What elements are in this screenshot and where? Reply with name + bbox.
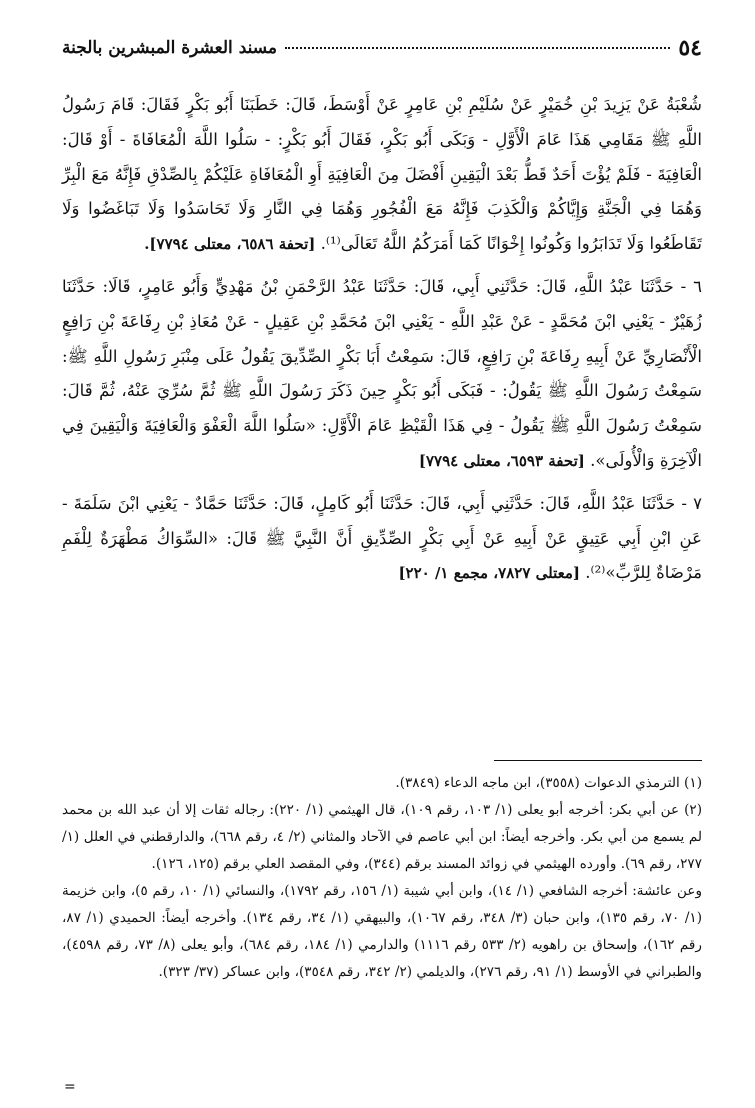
hadith-text: شُعْبَةُ عَنْ يَزِيدَ بْنِ خُمَيْرٍ عَنْ سُلَيْمِ بْنِ عَامِرٍ عَنْ أَوْسَطَ، قَالَ: خَطَبَنَا أَبُو بَكْرٍ فَقَالَ: قَامَ رَسُولُ اللَّهِ ﷺ مَقَامِي هَذَا عَامَ الْأَوَّلِ - وَبَكَى أَبُو بَكْرٍ، فَقَالَ أَبُو بَكْرٍ: - سَلُوا اللَّهَ الْمُعَافَاةَ - أَوْ قَالَ: الْعَافِيَةَ - فَلَمْ يُؤْتَ أَحَدٌ قَطُّ بَعْدَ الْيَقِينِ أَفْضَلَ مِنَ الْعَافِيَةِ أَوِ الْمُعَافَاةِ عَلَيْكُمْ بِالصِّدْقِ فَإِنَّهُ مَعَ الْبِرِّ وَهُمَا فِي الْجَنَّةِ وَإِيَّاكُمْ وَالْكَذِبَ فَإِنَّهُ مَعَ الْفُجُورِ وَهُمَا فِي النَّارِ وَلَا تَحَاسَدُوا وَلَا تَبَاغَضُوا وَلَا تَقَاطَعُوا وَلَا تَدَابَرُوا وَكُونُوا إِخْوَانًا كَمَا أَمَرَكُمُ اللَّهُ تَعَالَى⁽¹⁾. (62, 95, 702, 254)
footnote: وعن عائشة: أخرجه الشافعي (١/ ١٤)، وابن أبي شيبة (١/ ١٥٦، رقم ١٧٩٢)، والنسائي (١/ ١٠، رقم ٥)، وابن خزيمة (١/ ٧٠، رقم ١٣٥)، وابن حبان (٣/ ٣٤٨، رقم ١٠٦٧)، والبيهقي (١/ ٣٤، رقم ١٣٤). وأخرجه أيضاً: الحميدي (١/ ٨٧، رقم ١٦٢)، وإسحاق بن راهويه (٢/ ٥٣٣ رقم ١١١٦) والدارمي (١/ ١٨٤، رقم ٦٨٤)، وأبو يعلى (٨/ ٧٣، رقم ٤٥٩٨)، والطبراني في الأوسط (١/ ٩١، رقم ٢٧٦)، والديلمي (٢/ ٣٤٢، رقم ٣٥٤٨)، وابن عساكر (٣٧/ ٣٢٣). (62, 883, 703, 980)
hadith-reference: [تحفة ٦٥٨٦، معتلى ٧٧٩٤]. (144, 235, 316, 254)
main-text (62, 88, 702, 591)
page-header (62, 28, 702, 68)
hadith-reference: [تحفة ٦٥٩٣، معتلى ٧٧٩٤] (418, 451, 585, 470)
hadith-text: ٦ - حَدَّثَنَا عَبْدُ اللَّهِ، قَالَ: حَدَّثَنِي أَبِي، قَالَ: حَدَّثَنَا عَبْدُ الرَّحْمَنِ بْنُ مَهْدِيٍّ وَأَبُو عَامِرٍ، قَالَا: حَدَّثَنَا زُهَيْرٌ - يَعْنِي ابْنَ مُحَمَّدٍ - عَنْ عَبْدِ اللَّهِ - يَعْنِي ابْنَ مُحَمَّدِ بْنِ عَقِيلٍ - عَنْ مُعَاذِ بْنِ رِفَاعَةَ بْنِ رَافِعٍ الْأَنْصَارِيِّ عَنْ أَبِيهِ رِفَاعَةَ بْنِ رَافِعٍ، قَالَ: سَمِعْتُ أَبَا بَكْرٍ الصِّدِّيقَ يَقُولُ عَلَى مِنْبَرِ رَسُولِ اللَّهِ ﷺ: سَمِعْتُ رَسُولَ اللَّهِ ﷺ يَقُولُ: - فَبَكَى أَبُو بَكْرٍ حِينَ ذَكَرَ رَسُولَ اللَّهِ ﷺ ثُمَّ سُرِّيَ عَنْهُ، ثُمَّ قَالَ: سَمِعْتُ رَسُولَ اللَّهِ ﷺ يَقُولُ - فِي هَذَا الْقَيْظِ عَامَ الْأَوَّلِ: «سَلُوا اللَّهَ الْعَفْوَ وَالْعَافِيَةَ وَالْيَقِينَ فِي الْآخِرَةِ وَالْأُولَى». (62, 276, 702, 470)
page-number: ٥٤ (678, 35, 702, 61)
footnote: (١) الترمذي الدعوات (٣٥٥٨)، ابن ماجه الدعاء (٣٨٤٩). (395, 775, 702, 791)
footnote: (٢) عن أبي بكر: أخرجه أبو يعلى (١/ ١٠٣، رقم ١٠٩)، قال الهيثمي (١/ ٢٢٠): رجاله ثقات إلا أن عبد الله بن محمد لم يسمع من أبي بكر. وأخرجه أيضاً: ابن أبي عاصم في الآحاد والمثاني (٢/ ٤، رقم ٦٦٨)، والدارقطني في العلل (١/ ٢٧٧، رقم ٦٩). وأورده الهيثمي في زوائد المسند برقم (٣٤٤)، وفي المقصد العلي برقم (١٢٥، ١٢٦). (62, 802, 703, 872)
hadith-paragraph (62, 88, 702, 262)
hadith-paragraph (62, 487, 702, 591)
footnotes (62, 770, 702, 986)
hadith-paragraph (62, 270, 702, 479)
hadith-text: ٧ - حَدَّثَنَا عَبْدُ اللَّهِ، قَالَ: حَدَّثَنِي أَبِي، قَالَ: حَدَّثَنَا أَبُو كَامِلٍ، قَالَ: حَدَّثَنَا حَمَّادٌ - يَعْنِي ابْنَ سَلَمَةَ - عَنِ ابْنِ أَبِي عَتِيقٍ عَنْ أَبِيهِ عَنْ أَبِي بَكْرٍ الصِّدِّيقِ أَنَّ النَّبِيَّ ﷺ قَالَ: «السِّوَاكُ مَطْهَرَةٌ لِلْفَمِ مَرْضَاةٌ لِلرَّبِّ»⁽²⁾. (62, 493, 702, 583)
book-page (62, 20, 702, 1095)
header-dotted-leader (285, 47, 670, 49)
footnote-separator (494, 760, 702, 761)
running-title: مسند العشرة المبشرين بالجنة (62, 38, 278, 58)
continuation-mark: = (64, 1079, 76, 1095)
hadith-reference: [معتلى ٧٨٢٧، مجمع ١/ ٢٢٠] (398, 564, 580, 583)
